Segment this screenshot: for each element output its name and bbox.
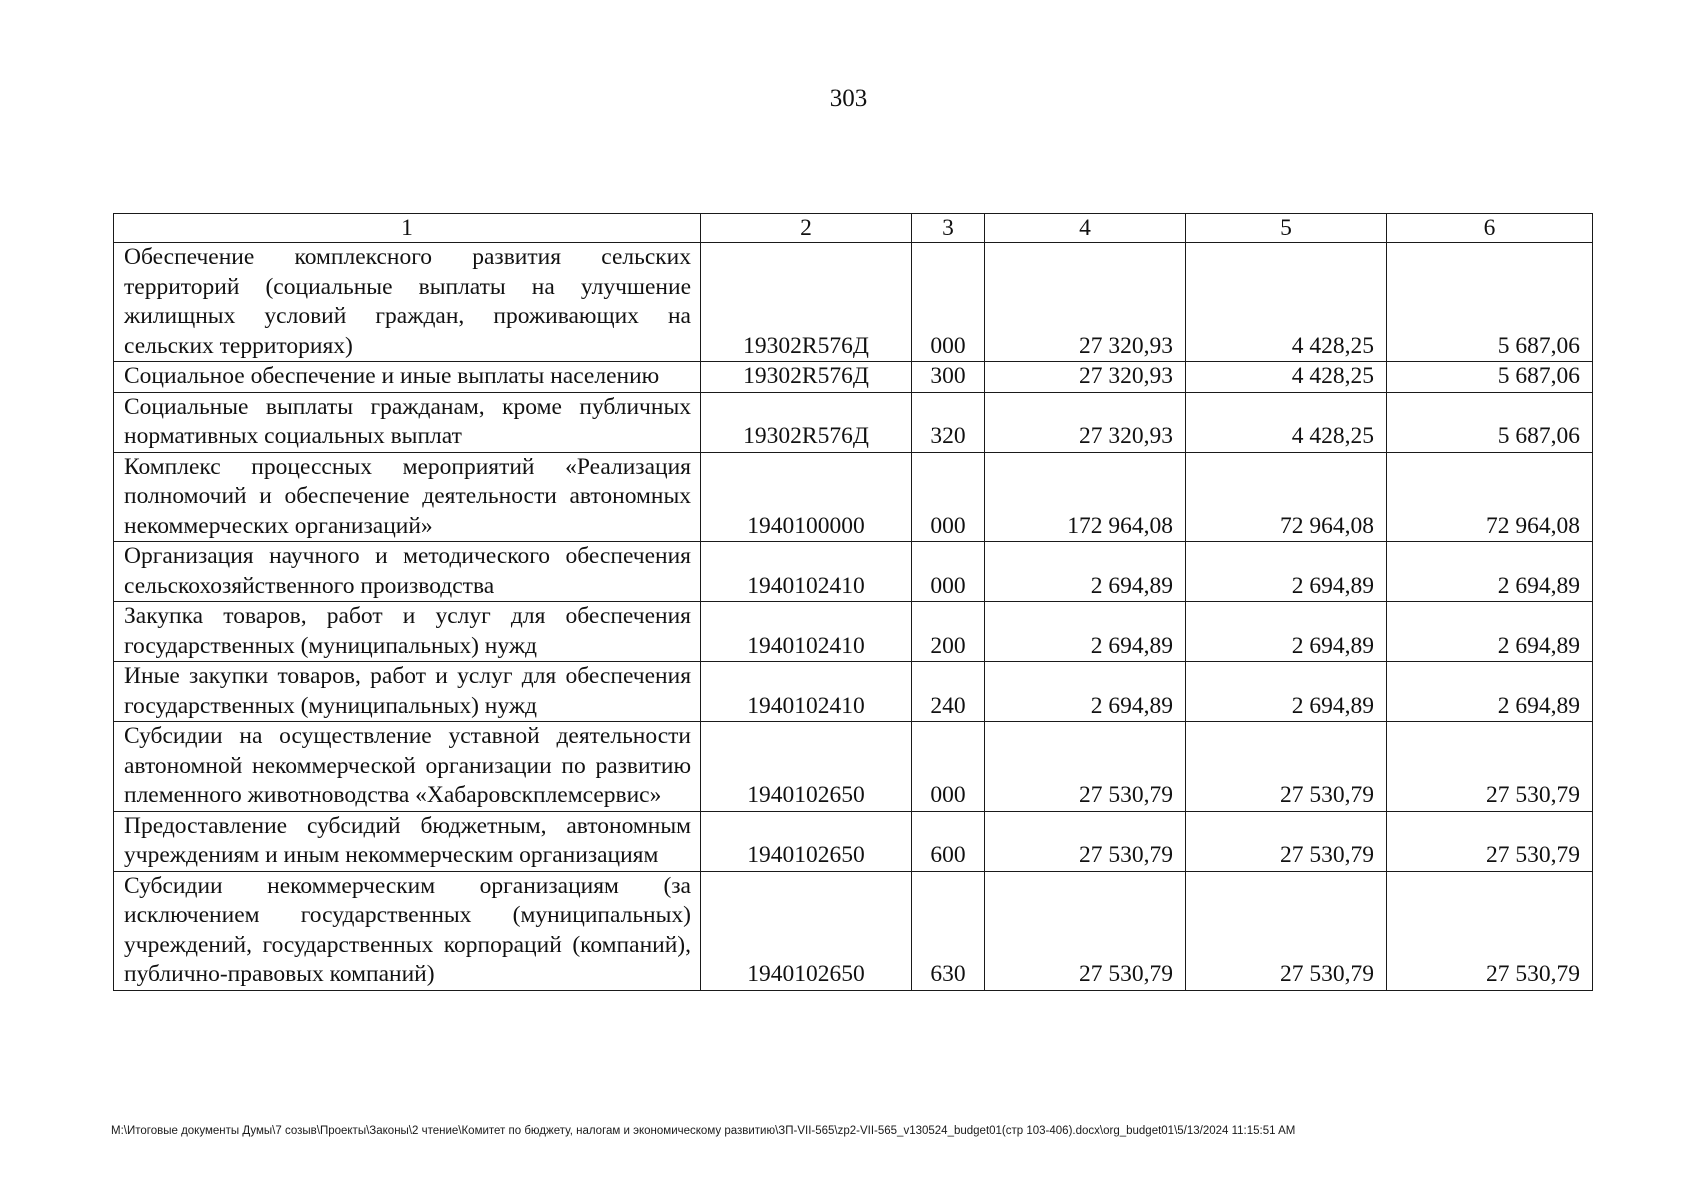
table-row <box>114 392 1593 452</box>
amount-col5-cell: 72 964,08 <box>1186 452 1387 542</box>
amount-col6-cell: 5 687,06 <box>1387 392 1593 452</box>
table-row <box>114 542 1593 602</box>
table-header-row <box>114 214 1593 243</box>
amount-col6-cell: 72 964,08 <box>1387 452 1593 542</box>
amount-col4-cell: 2 694,89 <box>985 662 1186 722</box>
row-name-cell: Комплекс процессных мероприятий «Реализация полномочий и обеспечение деятельности автономных некоммерческих организаций» <box>114 452 701 542</box>
target-article-cell: 1940102650 <box>701 871 912 990</box>
table-row <box>114 722 1593 812</box>
amount-col4-cell: 27 530,79 <box>985 871 1186 990</box>
amount-col4-cell: 2 694,89 <box>985 602 1186 662</box>
amount-col5-cell: 4 428,25 <box>1186 392 1387 452</box>
target-article-cell: 1940102410 <box>701 602 912 662</box>
expense-type-cell: 000 <box>912 452 985 542</box>
amount-col4-cell: 27 320,93 <box>985 392 1186 452</box>
amount-col5-cell: 27 530,79 <box>1186 811 1387 871</box>
amount-col6-cell: 27 530,79 <box>1387 811 1593 871</box>
amount-col4-cell: 27 530,79 <box>985 722 1186 812</box>
amount-col4-cell: 27 320,93 <box>985 243 1186 362</box>
target-article-cell: 1940102650 <box>701 722 912 812</box>
target-article-cell: 1940102410 <box>701 542 912 602</box>
amount-col4-cell: 172 964,08 <box>985 452 1186 542</box>
expense-type-cell: 000 <box>912 722 985 812</box>
expense-type-cell: 240 <box>912 662 985 722</box>
row-name-cell: Социальное обеспечение и иные выплаты населению <box>114 362 701 393</box>
page-number: 303 <box>829 85 868 112</box>
table-row <box>114 362 1593 393</box>
amount-col6-cell: 2 694,89 <box>1387 542 1593 602</box>
amount-col6-cell: 2 694,89 <box>1387 602 1593 662</box>
budget-table <box>113 213 1593 991</box>
expense-type-cell: 200 <box>912 602 985 662</box>
table-row <box>114 871 1593 990</box>
amount-col5-cell: 27 530,79 <box>1186 871 1387 990</box>
column-header: 2 <box>701 214 912 243</box>
amount-col5-cell: 2 694,89 <box>1186 602 1387 662</box>
row-name-cell: Субсидии на осуществление уставной деятельности автономной некоммерческой организации по развитию племенного животноводства «Хабаровскплемсервис» <box>114 722 701 812</box>
table-row <box>114 602 1593 662</box>
expense-type-cell: 600 <box>912 811 985 871</box>
amount-col4-cell: 27 530,79 <box>985 811 1186 871</box>
row-name-cell: Закупка товаров, работ и услуг для обеспечения государственных (муниципальных) нужд <box>114 602 701 662</box>
amount-col5-cell: 2 694,89 <box>1186 542 1387 602</box>
column-header: 4 <box>985 214 1186 243</box>
expense-type-cell: 320 <box>912 392 985 452</box>
target-article-cell: 1940100000 <box>701 452 912 542</box>
amount-col5-cell: 2 694,89 <box>1186 662 1387 722</box>
amount-col5-cell: 27 530,79 <box>1186 722 1387 812</box>
row-name-cell: Обеспечение комплексного развития сельских территорий (социальные выплаты на улучшение жилищных условий граждан, проживающих на сельских территориях) <box>114 243 701 362</box>
target-article-cell: 1940102410 <box>701 662 912 722</box>
target-article-cell: 19302R576Д <box>701 392 912 452</box>
row-name-cell: Иные закупки товаров, работ и услуг для обеспечения государственных (муниципальных) нужд <box>114 662 701 722</box>
table-row <box>114 452 1593 542</box>
row-name-cell: Субсидии некоммерческим организациям (за исключением государственных (муниципальных) учреждений, государственных корпораций (компаний), публично-правовых компаний) <box>114 871 701 990</box>
amount-col4-cell: 27 320,93 <box>985 362 1186 393</box>
expense-type-cell: 000 <box>912 542 985 602</box>
amount-col5-cell: 4 428,25 <box>1186 243 1387 362</box>
budget-table-container <box>113 213 1592 991</box>
column-header: 5 <box>1186 214 1387 243</box>
column-header: 6 <box>1387 214 1593 243</box>
amount-col6-cell: 5 687,06 <box>1387 362 1593 393</box>
row-name-cell: Организация научного и методического обеспечения сельскохозяйственного производства <box>114 542 701 602</box>
column-header: 1 <box>114 214 701 243</box>
amount-col6-cell: 2 694,89 <box>1387 662 1593 722</box>
amount-col5-cell: 4 428,25 <box>1186 362 1387 393</box>
expense-type-cell: 000 <box>912 243 985 362</box>
amount-col6-cell: 27 530,79 <box>1387 722 1593 812</box>
target-article-cell: 1940102650 <box>701 811 912 871</box>
expense-type-cell: 300 <box>912 362 985 393</box>
table-row <box>114 243 1593 362</box>
table-row <box>114 662 1593 722</box>
column-header: 3 <box>912 214 985 243</box>
table-row <box>114 811 1593 871</box>
target-article-cell: 19302R576Д <box>701 362 912 393</box>
row-name-cell: Социальные выплаты гражданам, кроме публичных нормативных социальных выплат <box>114 392 701 452</box>
row-name-cell: Предоставление субсидий бюджетным, автономным учреждениям и иным некоммерческим организациям <box>114 811 701 871</box>
target-article-cell: 19302R576Д <box>701 243 912 362</box>
amount-col4-cell: 2 694,89 <box>985 542 1186 602</box>
expense-type-cell: 630 <box>912 871 985 990</box>
amount-col6-cell: 5 687,06 <box>1387 243 1593 362</box>
amount-col6-cell: 27 530,79 <box>1387 871 1593 990</box>
document-file-path: M:\Итоговые документы Думы\7 созыв\Проекты\Законы\2 чтение\Комитет по бюджету, налогам и экономическому развитию\ЗП-VII-565\zp2-VII-565_v130524_budget01(стр 103-406).docx\org_budget01\5/13/2024 11:15:51 AM <box>111 1125 1296 1137</box>
